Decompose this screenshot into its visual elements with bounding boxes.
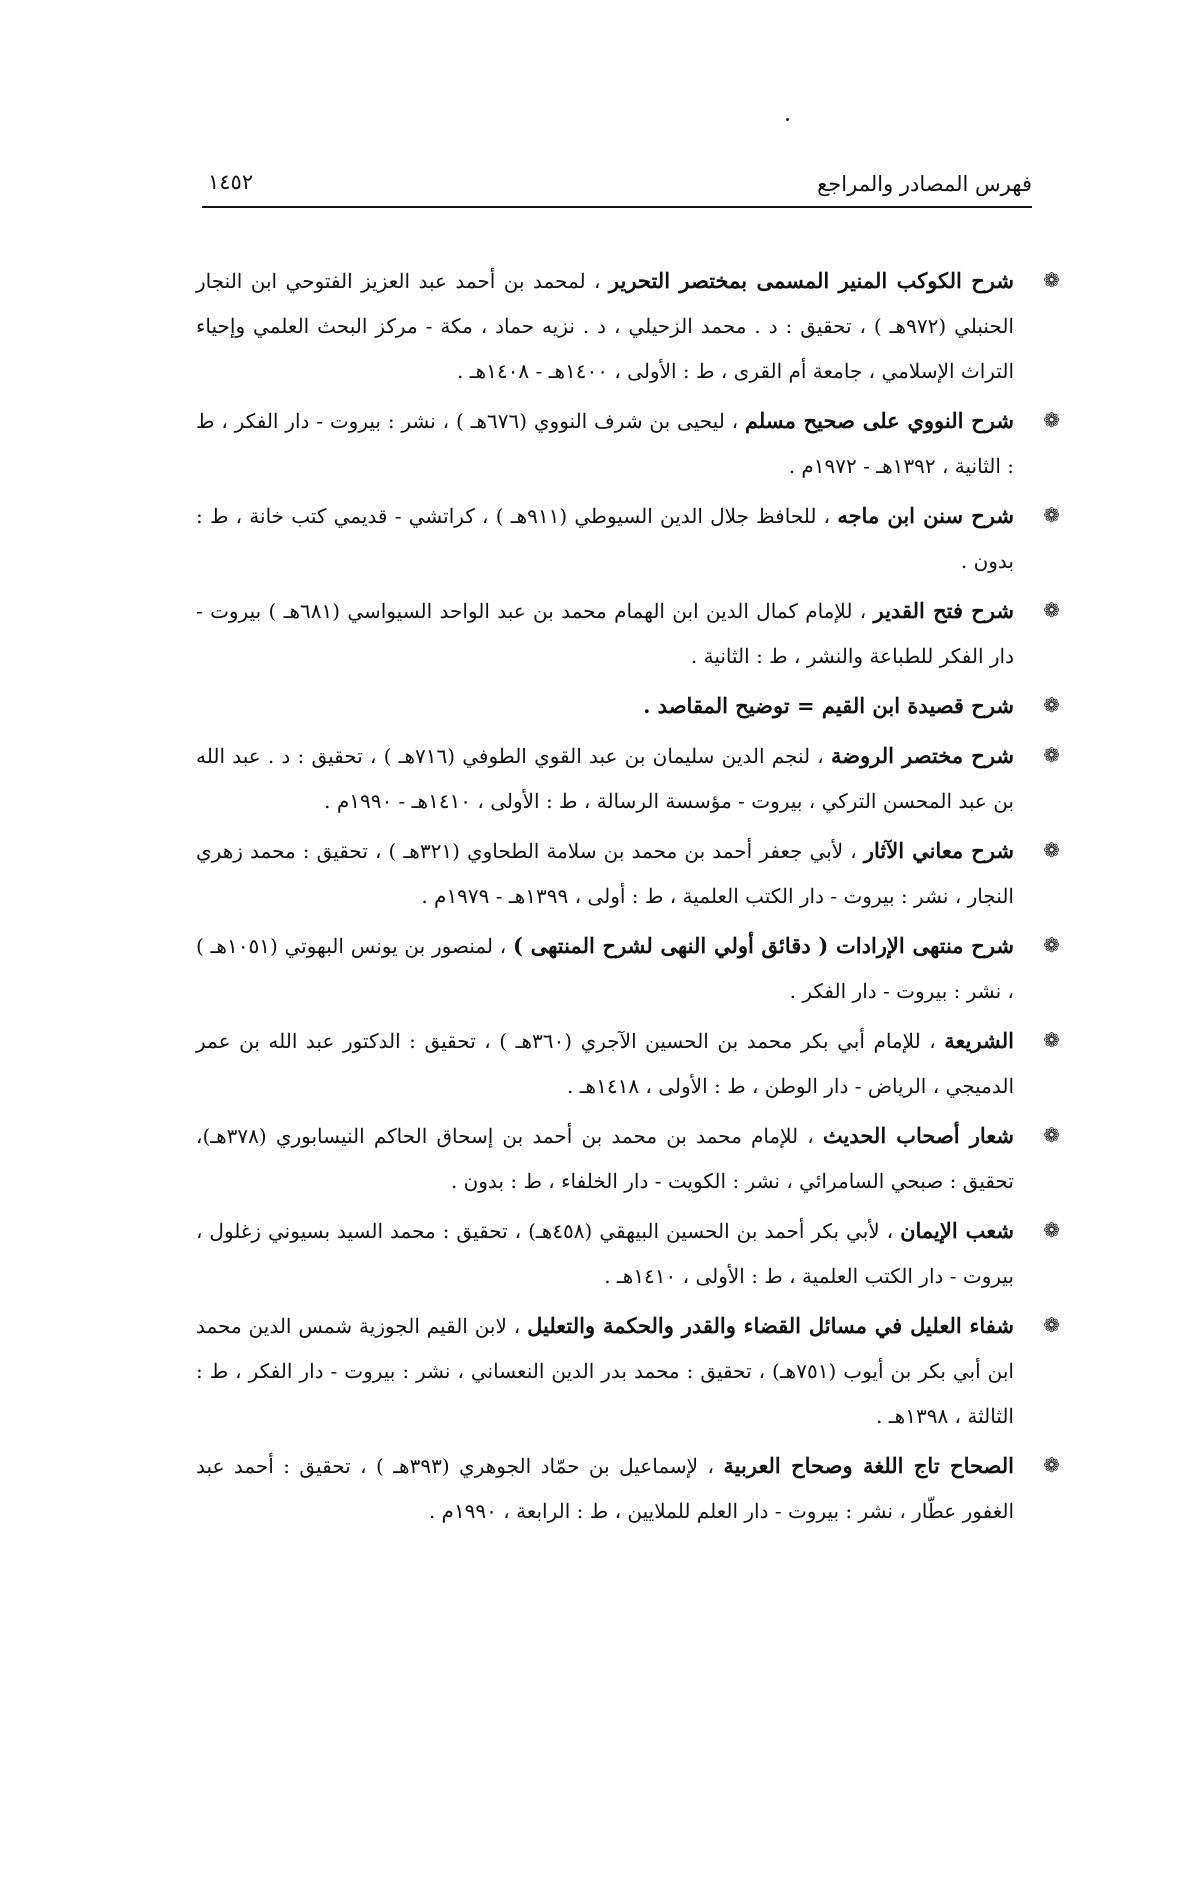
page-number: ١٤٥٢ [208, 170, 254, 194]
bibliography-entry [196, 683, 1060, 729]
bibliography-list [196, 258, 1060, 1538]
entry-title: شعب الإيمان [900, 1218, 1014, 1243]
entry-title: شرح قصيدة ابن القيم = توضيح المقاصد . [643, 693, 1014, 718]
bibliography-entry [196, 493, 1060, 584]
entry-title: شرح مختصر الروضة [830, 743, 1014, 768]
entry-title: شرح الكوكب المنير المسمى بمختصر التحرير [608, 268, 1014, 293]
bibliography-entry [196, 1208, 1060, 1299]
bibliography-entry [196, 1113, 1060, 1204]
flower-bullet-icon: ❁ [1043, 933, 1060, 957]
bibliography-entry [196, 258, 1060, 394]
entry-body: ، للحافظ جلال الدين السيوطي (٩١١هـ ) ، كراتشي - قديمي كتب خانة ، ط : بدون . [196, 504, 1014, 573]
entry-title: شرح منتهى الإرادات ( دقائق أولي النهى لشرح المنتهى ) [512, 933, 1014, 958]
flower-bullet-icon: ❁ [1043, 503, 1060, 527]
entry-title: شرح فتح القدير [873, 598, 1014, 623]
entry-body: ، لمنصور بن يونس البهوتي (١٠٥١هـ ) ، نشر : بيروت - دار الفكر . [196, 934, 1014, 1003]
flower-bullet-icon: ❁ [1043, 693, 1060, 717]
entry-body: ، لإسماعيل بن حمّاد الجوهري (٣٩٣هـ ) ، تحقيق : أحمد عبد الغفور عطّار ، نشر : بيروت - دار العلم للملايين ، ط : الرابعة ، ١٩٩٠م . [196, 1454, 1014, 1523]
entry-body: ، للإمام محمد بن محمد بن أحمد بن إسحاق الحاكم النيسابوري (٣٧٨هـ)، تحقيق : صبحي السامرائي ، نشر : الكويت - دار الخلفاء ، ط : بدون . [196, 1124, 1014, 1193]
flower-bullet-icon: ❁ [1043, 408, 1060, 432]
scan-speck [786, 118, 789, 121]
entry-title: الشريعة [944, 1028, 1014, 1053]
entry-title: شرح معاني الآثار [863, 838, 1014, 863]
entry-body: ، لابن القيم الجوزية شمس الدين محمد ابن أبي بكر بن أيوب (٧٥١هـ) ، تحقيق : محمد بدر الدين النعساني ، نشر : بيروت - دار الفكر ، ط : الثالثة ، ١٣٩٨هـ . [196, 1314, 1014, 1428]
header-rule [202, 206, 1032, 208]
entry-body: ، لمحمد بن أحمد عبد العزيز الفتوحي ابن النجار الحنبلي (٩٧٢هـ ) ، تحقيق : د . محمد الزحيلي ، د . نزيه حماد ، مكة - مركز البحث العلمي وإحياء التراث الإسلامي ، جامعة أم القرى ، ط : الأولى ، ١٤٠٠هـ - ١٤٠٨هـ . [196, 269, 1014, 383]
bibliography-entry [196, 828, 1060, 919]
entry-title: شفاء العليل في مسائل القضاء والقدر والحكمة والتعليل [527, 1313, 1014, 1338]
entry-body: ، للإمام أبي بكر محمد بن الحسين الآجري (٣٦٠هـ ) ، تحقيق : الدكتور عبد الله بن عمر الدميجي ، الرياض - دار الوطن ، ط : الأولى ، ١٤١٨هـ . [196, 1029, 1014, 1098]
entry-body: ، لنجم الدين سليمان بن عبد القوي الطوفي (٧١٦هـ ) ، تحقيق : د . عبد الله بن عبد المحسن التركي ، بيروت - مؤسسة الرسالة ، ط : الأولى ، ١٤١٠هـ - ١٩٩٠م . [196, 744, 1014, 813]
running-title: فهرس المصادر والمراجع [817, 172, 1032, 196]
flower-bullet-icon: ❁ [1043, 1028, 1060, 1052]
flower-bullet-icon: ❁ [1043, 268, 1060, 292]
bibliography-entry [196, 588, 1060, 679]
entry-title: الصحاح تاج اللغة وصحاح العربية [723, 1453, 1014, 1478]
flower-bullet-icon: ❁ [1043, 743, 1060, 767]
flower-bullet-icon: ❁ [1043, 1313, 1060, 1337]
flower-bullet-icon: ❁ [1043, 1123, 1060, 1147]
flower-bullet-icon: ❁ [1043, 598, 1060, 622]
bibliography-entry [196, 1303, 1060, 1439]
entry-title: شرح سنن ابن ماجه [837, 503, 1014, 528]
entry-body: ، للإمام كمال الدين ابن الهمام محمد بن عبد الواحد السيواسي (٦٨١هـ ) بيروت - دار الفكر للطباعة والنشر ، ط : الثانية . [196, 599, 1014, 668]
entry-title: شرح النووي على صحيح مسلم [744, 408, 1014, 433]
flower-bullet-icon: ❁ [1043, 838, 1060, 862]
entry-body: ، لأبي بكر أحمد بن الحسين البيهقي (٤٥٨هـ) ، تحقيق : محمد السيد بسيوني زغلول ، بيروت - دار الكتب العلمية ، ط : الأولى ، ١٤١٠هـ . [196, 1219, 1014, 1288]
bibliography-entry [196, 733, 1060, 824]
flower-bullet-icon: ❁ [1043, 1218, 1060, 1242]
bibliography-entry [196, 1018, 1060, 1109]
entry-body: ، ليحيى بن شرف النووي (٦٧٦هـ ) ، نشر : بيروت - دار الفكر ، ط : الثانية ، ١٣٩٢هـ - ١٩٧٢م . [196, 409, 1014, 478]
entry-title: شعار أصحاب الحديث [822, 1123, 1014, 1148]
page-header [202, 166, 1032, 208]
bibliography-entry [196, 1443, 1060, 1534]
flower-bullet-icon: ❁ [1043, 1453, 1060, 1477]
bibliography-entry [196, 398, 1060, 489]
entry-body: ، لأبي جعفر أحمد بن محمد بن سلامة الطحاوي (٣٢١هـ ) ، تحقيق : محمد زهري النجار ، نشر : بيروت - دار الكتب العلمية ، ط : أولى ، ١٣٩٩هـ - ١٩٧٩م . [196, 839, 1014, 908]
bibliography-entry [196, 923, 1060, 1014]
